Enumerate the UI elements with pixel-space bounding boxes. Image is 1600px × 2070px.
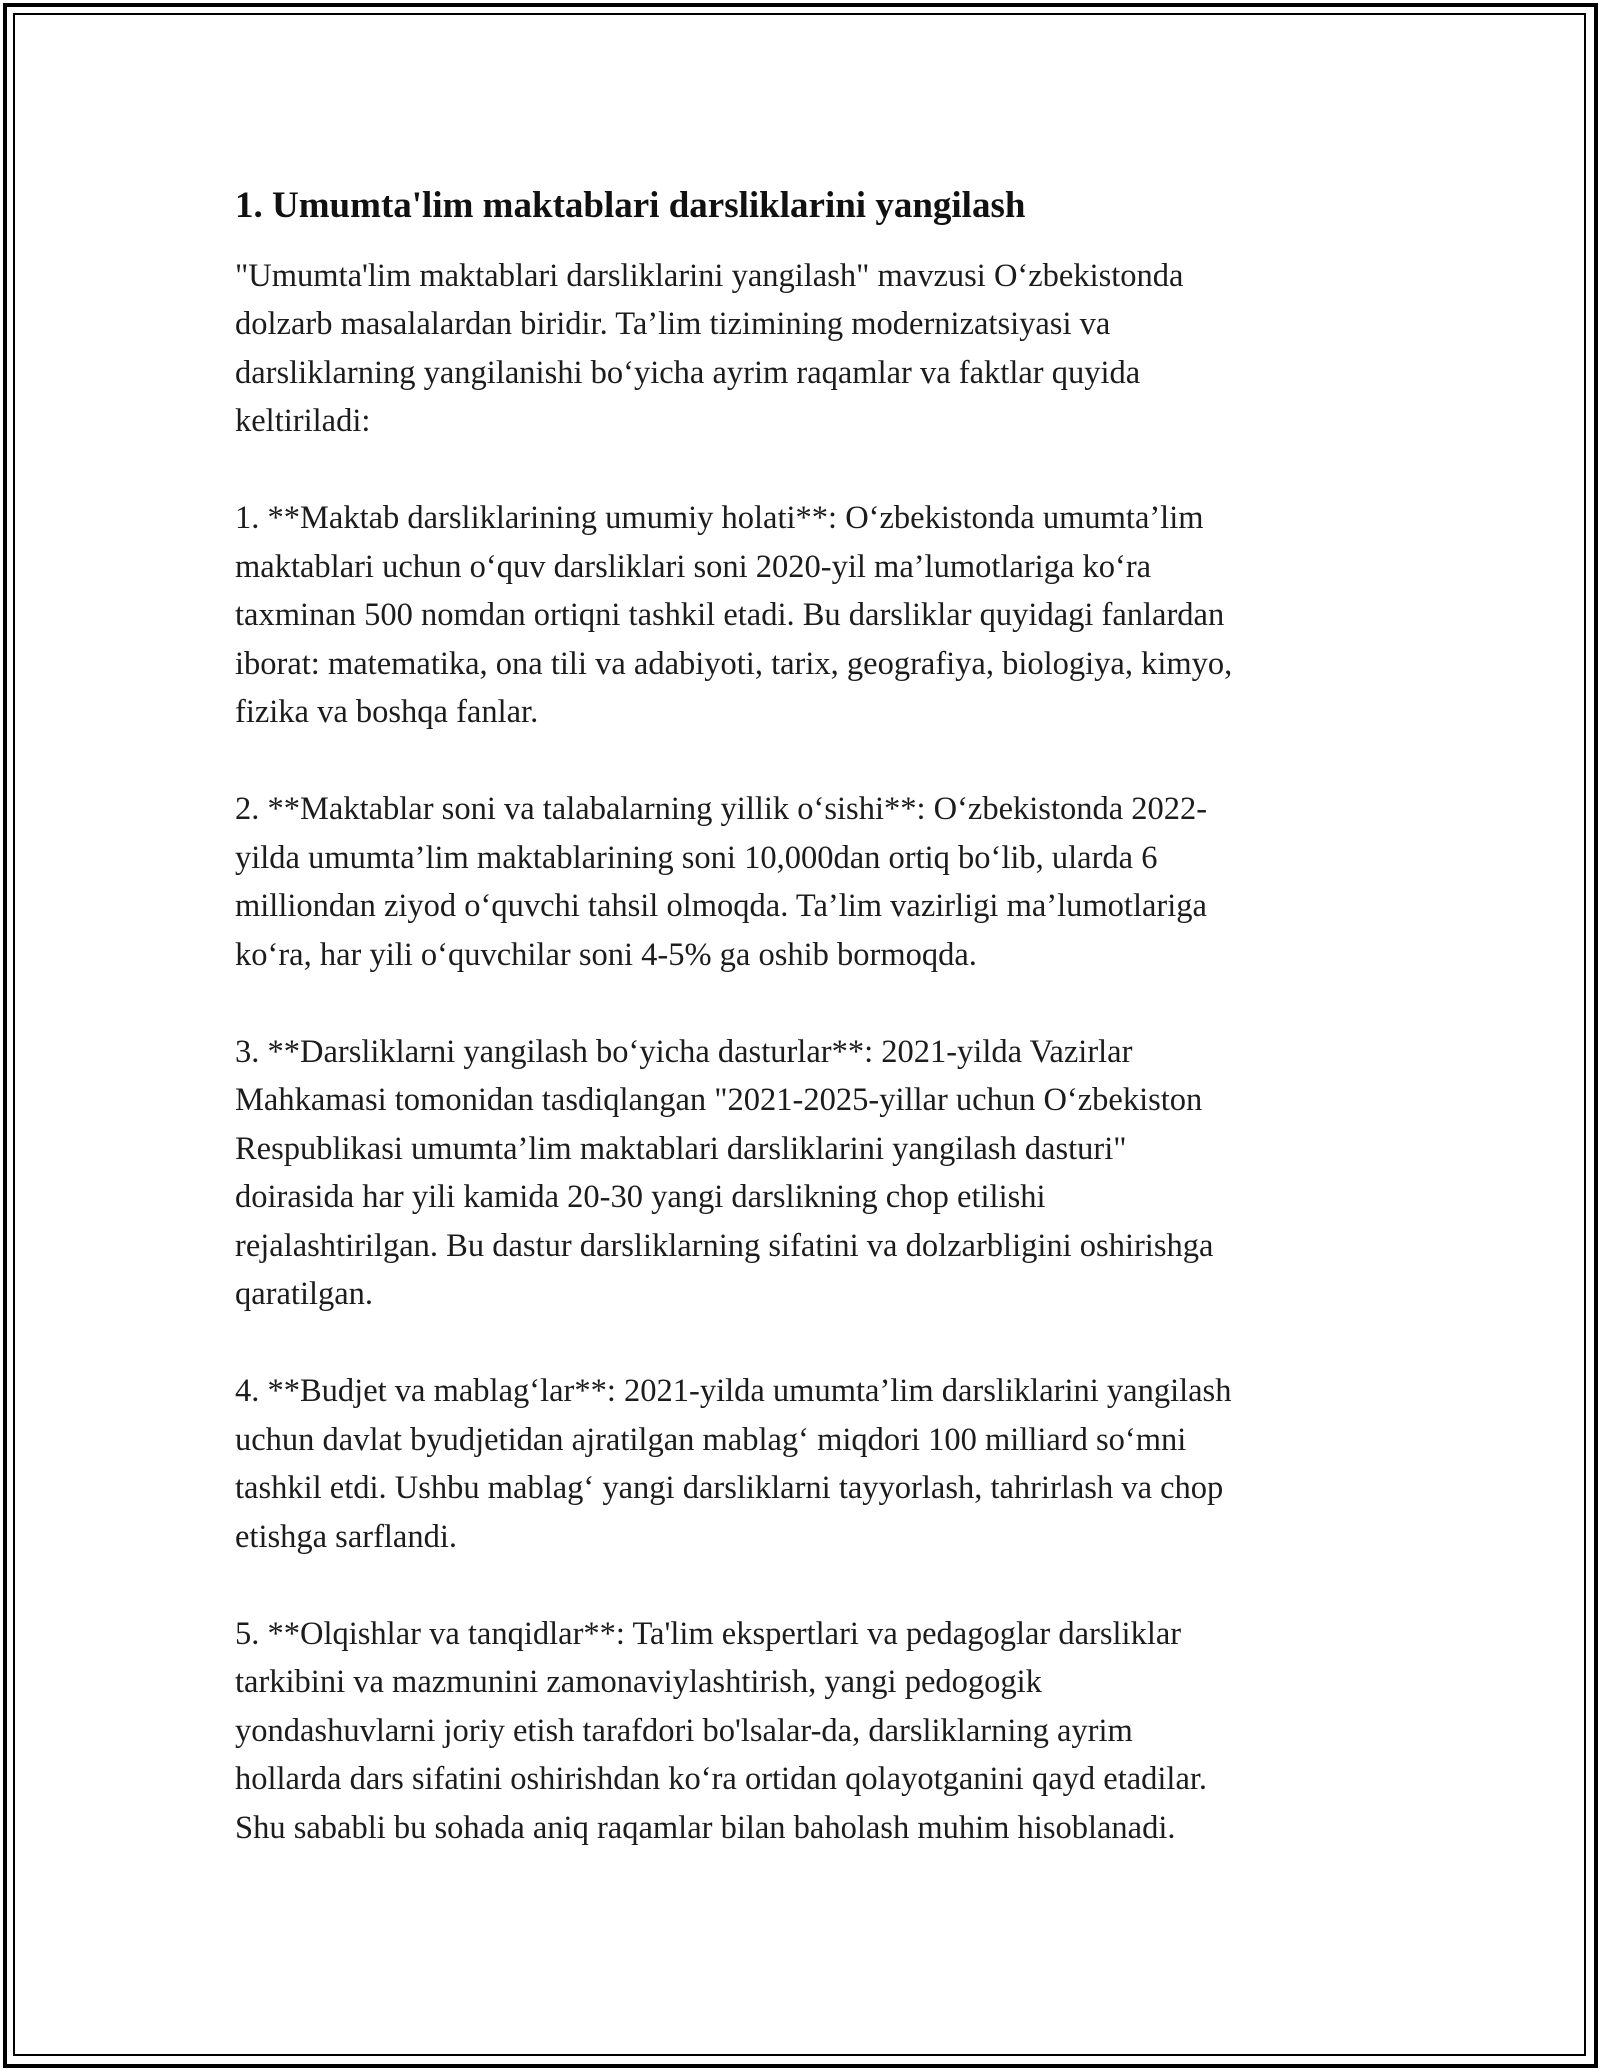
paragraph-item-1: 1. **Maktab darsliklarining umumiy holati**: O‘zbekistonda umumta’lim maktablari uchun o‘quv darsliklari soni 2020-yil ma’lumotlariga ko‘ra taxminan 500 nomdan ortiqni tashkil etadi. Bu darsliklar quyidagi fanlardan iborat: matematika, ona tili va adabiyoti, tarix, geografiya, biologiya, kimyo, fizika va boshqa fanlar. (235, 500, 1233, 731)
paragraph-item-3: 3. **Darsliklarni yangilash bo‘yicha dasturlar**: 2021-yilda Vazirlar Mahkamasi tomonidan tasdiqlangan "2021-2025-yillar uchun O‘zbekiston Respublikasi umumta’lim maktablari darsliklarini yangilash dasturi" doirasida har yili kamida 20-30 yangi darslikning chop etilishi rejalashtirilgan. Bu dastur darsliklarning sifatini va dolzarbligini oshirishga qaratilgan. (235, 1033, 1214, 1313)
document-body (235, 180, 1375, 1901)
paragraph-item-5: 5. **Olqishlar va tanqidlar**: Ta'lim ekspertlari va pedagoglar darsliklar tarkibini va mazmunini zamonaviylashtirish, yangi pedogogik yondashuvlarni joriy etish tarafdori bo'lsalar-da, darsliklarning ayrim hollarda dars sifatini oshirishdan ko‘ra ortidan qolayotganini qayd etadilar. Shu sababli bu sohada aniq raqamlar bilan baholash muhim hisoblanadi. (235, 1615, 1208, 1846)
paragraph-item-2: 2. **Maktablar soni va talabalarning yillik o‘sishi**: O‘zbekistonda 2022- yilda umumta’lim maktablarining soni 10,000dan ortiq bo‘lib, ularda 6 milliondan ziyod o‘quvchi tahsil olmoqda. Ta’lim vazirligi ma’lumotlariga ko‘ra, har yili o‘quvchilar soni 4-5% ga oshib bormoqda. (235, 791, 1208, 973)
paragraph-item-4: 4. **Budjet va mablag‘lar**: 2021-yilda umumta’lim darsliklarini yangilash uchun davlat byudjetidan ajratilgan mablag‘ miqdori 100 milliard so‘mni tashkil etdi. Ushbu mablag‘ yangi darsliklarni tayyorlash, tahrirlash va chop etishga sarflandi. (235, 1373, 1232, 1555)
intro-paragraph: "Umumta'lim maktablari darsliklarini yangilash" mavzusi O‘zbekistonda dolzarb masalalardan biridir. Ta’lim tizimining modernizatsiyasi va darsliklarning yangilanishi bo‘yicha ayrim raqamlar va faktlar quyida keltiriladi: (235, 257, 1184, 440)
document-title: 1. Umumta'lim maktablari darsliklarini yangilash (235, 185, 1026, 226)
